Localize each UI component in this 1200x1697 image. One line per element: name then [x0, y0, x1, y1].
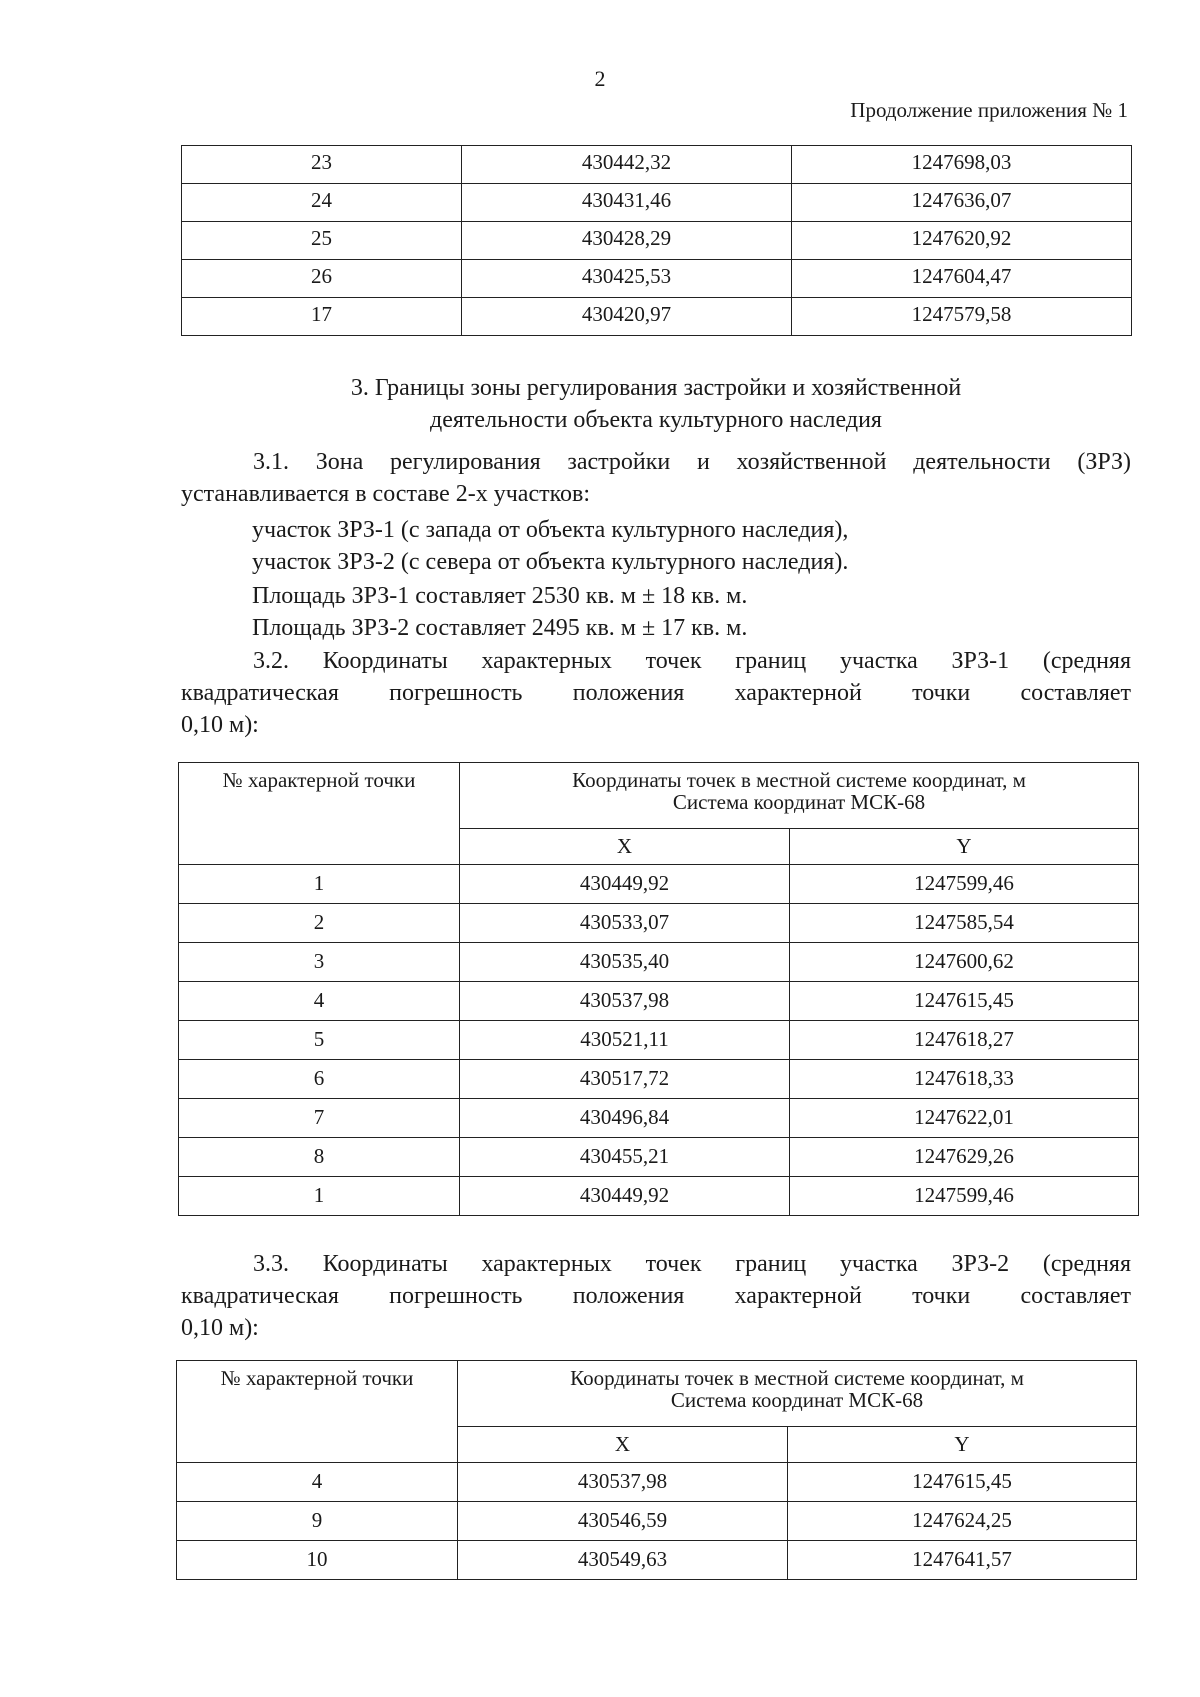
point-number-cell: 24 — [182, 184, 462, 222]
continuation-label: Продолжение приложения № 1 — [850, 98, 1128, 122]
y-coordinate-cell: 1247618,27 — [790, 1021, 1139, 1060]
table-row — [179, 982, 1139, 1021]
paragraph-3-2-line1: 3.2. Координаты характерных точек границ участка ЗРЗ-1 (средняя — [253, 648, 1131, 674]
y-column-header: Y — [790, 829, 1139, 865]
x-coordinate-cell: 430549,63 — [458, 1541, 788, 1580]
x-coordinate-cell: 430449,92 — [460, 865, 790, 904]
coordinates-header — [458, 1361, 1137, 1427]
zrz-2-coordinates-table — [176, 1360, 1137, 1580]
y-coordinate-cell: 1247622,01 — [790, 1099, 1139, 1138]
table-row — [179, 865, 1139, 904]
paragraph-3-3-line1: 3.3. Координаты характерных точек границ участка ЗРЗ-2 (средняя — [253, 1251, 1131, 1277]
table-row — [182, 222, 1132, 260]
zrz-1-coordinates-table — [178, 762, 1139, 1216]
point-column-header: № характерной точки — [177, 1361, 458, 1463]
x-coordinate-cell: 430537,98 — [460, 982, 790, 1021]
x-coordinate-cell: 430420,97 — [462, 298, 792, 336]
paragraph-3-2-line2: квадратическая погрешность положения характерной точки составляет — [181, 680, 1131, 706]
point-number-cell: 4 — [177, 1463, 458, 1502]
x-coordinate-cell: 430431,46 — [462, 184, 792, 222]
table-row — [177, 1541, 1137, 1580]
x-coordinate-cell: 430535,40 — [460, 943, 790, 982]
y-coordinate-cell: 1247620,92 — [792, 222, 1132, 260]
point-number-cell: 6 — [179, 1060, 460, 1099]
table-row — [179, 1138, 1139, 1177]
point-number-cell: 8 — [179, 1138, 460, 1177]
x-column-header: X — [460, 829, 790, 865]
x-coordinate-cell: 430521,11 — [460, 1021, 790, 1060]
point-number-cell: 7 — [179, 1099, 460, 1138]
table-row — [179, 1021, 1139, 1060]
section-3-heading — [181, 372, 1131, 436]
x-coordinate-cell: 430537,98 — [458, 1463, 788, 1502]
x-coordinate-cell: 430425,53 — [462, 260, 792, 298]
plot-2-description: участок ЗРЗ-2 (с севера от объекта культурного наследия). — [252, 549, 849, 575]
table-row — [182, 146, 1132, 184]
y-coordinate-cell: 1247615,45 — [790, 982, 1139, 1021]
y-coordinate-cell: 1247624,25 — [788, 1502, 1137, 1541]
table-row — [179, 904, 1139, 943]
y-coordinate-cell: 1247641,57 — [788, 1541, 1137, 1580]
point-number-cell: 23 — [182, 146, 462, 184]
y-column-header: Y — [788, 1427, 1137, 1463]
table-row — [177, 1463, 1137, 1502]
table-row — [177, 1502, 1137, 1541]
point-number-cell: 5 — [179, 1021, 460, 1060]
paragraph-3-1-line2: устанавливается в составе 2-х участков: — [181, 481, 591, 507]
point-column-header: № характерной точки — [179, 763, 460, 865]
x-coordinate-cell: 430546,59 — [458, 1502, 788, 1541]
y-coordinate-cell: 1247599,46 — [790, 1177, 1139, 1216]
table-row — [179, 1177, 1139, 1216]
area-zrz-2: Площадь ЗРЗ-2 составляет 2495 кв. м ± 17 кв. м. — [252, 615, 748, 641]
paragraph-3-2-line3: 0,10 м): — [181, 712, 259, 738]
coordinates-header-line2: Система координат МСК-68 — [670, 1388, 924, 1412]
page-number: 2 — [594, 66, 606, 91]
paragraph-3-3-line3: 0,10 м): — [181, 1315, 259, 1341]
table-row — [182, 184, 1132, 222]
y-coordinate-cell: 1247604,47 — [792, 260, 1132, 298]
y-coordinate-cell: 1247600,62 — [790, 943, 1139, 982]
y-coordinate-cell: 1247615,45 — [788, 1463, 1137, 1502]
point-number-cell: 4 — [179, 982, 460, 1021]
point-number-cell: 9 — [177, 1502, 458, 1541]
point-number-cell: 1 — [179, 865, 460, 904]
point-number-cell: 10 — [177, 1541, 458, 1580]
table-row — [182, 260, 1132, 298]
section-3-heading-line2: деятельности объекта культурного наследия — [430, 407, 882, 433]
y-coordinate-cell: 1247636,07 — [792, 184, 1132, 222]
coordinates-header-line1: Координаты точек в местной системе координат, м — [572, 768, 1026, 792]
x-coordinate-cell: 430496,84 — [460, 1099, 790, 1138]
continuation-table — [181, 145, 1132, 336]
point-number-cell: 17 — [182, 298, 462, 336]
point-number-cell: 1 — [179, 1177, 460, 1216]
y-coordinate-cell: 1247585,54 — [790, 904, 1139, 943]
x-coordinate-cell: 430442,32 — [462, 146, 792, 184]
table-row — [179, 1099, 1139, 1138]
x-coordinate-cell: 430428,29 — [462, 222, 792, 260]
point-number-cell: 3 — [179, 943, 460, 982]
y-coordinate-cell: 1247618,33 — [790, 1060, 1139, 1099]
coordinates-header — [460, 763, 1139, 829]
coordinates-header-line2: Система координат МСК-68 — [672, 790, 926, 814]
y-coordinate-cell: 1247579,58 — [792, 298, 1132, 336]
area-zrz-1: Площадь ЗРЗ-1 составляет 2530 кв. м ± 18 кв. м. — [252, 583, 748, 609]
y-coordinate-cell: 1247698,03 — [792, 146, 1132, 184]
table-row — [179, 943, 1139, 982]
paragraph-3-3-line2: квадратическая погрешность положения характерной точки составляет — [181, 1283, 1131, 1309]
section-3-heading-line1: 3. Границы зоны регулирования застройки и хозяйственной — [350, 375, 962, 401]
paragraph-3-1-line1: 3.1. Зона регулирования застройки и хозяйственной деятельности (ЗРЗ) — [253, 449, 1131, 475]
point-number-cell: 25 — [182, 222, 462, 260]
coordinates-header-line1: Координаты точек в местной системе координат, м — [570, 1366, 1024, 1390]
x-coordinate-cell: 430455,21 — [460, 1138, 790, 1177]
plot-1-description: участок ЗРЗ-1 (с запада от объекта культурного наследия), — [252, 517, 849, 543]
table-row — [179, 1060, 1139, 1099]
table-row — [182, 298, 1132, 336]
point-number-cell: 26 — [182, 260, 462, 298]
x-column-header: X — [458, 1427, 788, 1463]
x-coordinate-cell: 430449,92 — [460, 1177, 790, 1216]
x-coordinate-cell: 430533,07 — [460, 904, 790, 943]
point-number-cell: 2 — [179, 904, 460, 943]
x-coordinate-cell: 430517,72 — [460, 1060, 790, 1099]
y-coordinate-cell: 1247599,46 — [790, 865, 1139, 904]
y-coordinate-cell: 1247629,26 — [790, 1138, 1139, 1177]
